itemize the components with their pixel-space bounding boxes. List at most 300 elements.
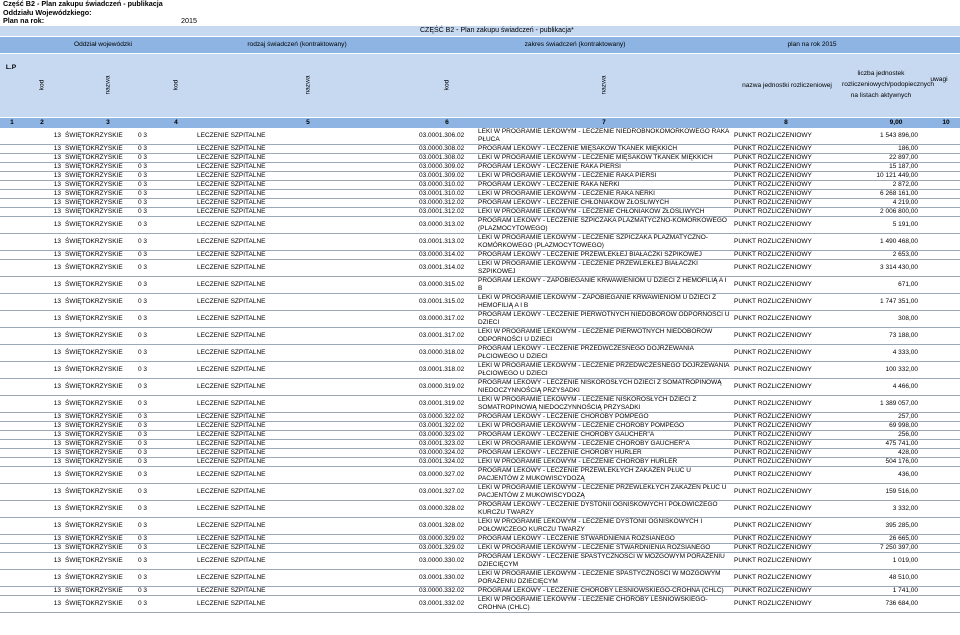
row-type-name: LECZENIE SZPITALNE — [195, 413, 417, 422]
row-type-name: LECZENIE SZPITALNE — [195, 172, 417, 181]
row-scope-name: PROGRAM LEKOWY - LECZENIE NISKOROSŁYCH DZIECI Z SOMATROPINOWĄ NIEDOCZYNNOŚCIĄ PRZYSADKI — [476, 379, 732, 396]
col-header-lp: L.P — [5, 64, 17, 71]
row-type-code: 0 3 — [136, 172, 195, 181]
col-number: 10 — [942, 119, 950, 126]
row-lp: 13 — [0, 208, 63, 217]
row-unit-name: PUNKT ROZLICZENIOWY — [732, 449, 842, 458]
row-unit-name: PUNKT ROZLICZENIOWY — [732, 217, 842, 234]
row-type-name: LECZENIE SZPITALNE — [195, 311, 417, 328]
row-unit-name: PUNKT ROZLICZENIOWY — [732, 467, 842, 484]
row-type-name: LECZENIE SZPITALNE — [195, 379, 417, 396]
row-notes — [920, 379, 960, 396]
row-type-code: 0 3 — [136, 181, 195, 190]
row-type-code: 0 3 — [136, 449, 195, 458]
row-unit-name: PUNKT ROZLICZENIOWY — [732, 570, 842, 587]
row-scope-name: PROGRAM LEKOWY - LECZENIE PRZEWLEKŁEJ BIAŁACZKI SZPIKOWEJ — [476, 251, 732, 260]
row-type-code: 0 3 — [136, 396, 195, 413]
row-unit-name: PUNKT ROZLICZENIOWY — [732, 260, 842, 277]
row-type-name: LECZENIE SZPITALNE — [195, 208, 417, 217]
col-number: 5 — [306, 119, 310, 126]
row-type-code: 0 3 — [136, 199, 195, 208]
row-type-code: 0 3 — [136, 467, 195, 484]
row-unit-count: 4 466,00 — [842, 379, 920, 396]
row-unit-count: 4 333,00 — [842, 345, 920, 362]
row-lp: 13 — [0, 362, 63, 379]
table-row — [0, 181, 960, 190]
column-header-row — [0, 54, 960, 117]
row-lp: 13 — [0, 172, 63, 181]
row-type-name: LECZENIE SZPITALNE — [195, 260, 417, 277]
row-notes — [920, 199, 960, 208]
row-unit-name: PUNKT ROZLICZENIOWY — [732, 535, 842, 544]
row-scope-code: 03.0000.314.02 — [417, 251, 476, 260]
table-row — [0, 587, 960, 596]
row-notes — [920, 328, 960, 345]
row-type-code: 0 3 — [136, 587, 195, 596]
col-header-notes: uwagi — [930, 76, 948, 83]
row-type-code: 0 3 — [136, 535, 195, 544]
row-scope-name: PROGRAM LEKOWY - LECZENIE PRZEWLEKŁYCH ZAKAŻEŃ PŁUC U PACJENTÓW Z MUKOWISCYDOZĄ — [476, 467, 732, 484]
row-notes — [920, 570, 960, 587]
row-branch-name: ŚWIĘTOKRZYSKIE — [63, 251, 136, 260]
row-lp: 13 — [0, 277, 63, 294]
row-scope-code: 03.0000.315.02 — [417, 277, 476, 294]
table-row — [0, 596, 960, 613]
row-lp: 13 — [0, 294, 63, 311]
row-type-code: 0 3 — [136, 260, 195, 277]
row-notes — [920, 553, 960, 570]
row-type-name: LECZENIE SZPITALNE — [195, 544, 417, 553]
row-type-code: 0 3 — [136, 431, 195, 440]
row-type-code: 0 3 — [136, 570, 195, 587]
row-unit-count: 257,00 — [842, 413, 920, 422]
row-scope-code: 03.0001.323.02 — [417, 440, 476, 449]
table-row — [0, 396, 960, 413]
row-scope-name: LEKI W PROGRAMIE LEKOWYM - LECZENIE NIEDROBNOKOMÓRKOWEGO RAKA PŁUCA — [476, 128, 732, 145]
row-unit-count: 159 516,00 — [842, 484, 920, 501]
row-type-name: LECZENIE SZPITALNE — [195, 467, 417, 484]
row-type-code: 0 3 — [136, 422, 195, 431]
row-branch-name: ŚWIĘTOKRZYSKIE — [63, 501, 136, 518]
row-unit-count: 22 897,00 — [842, 154, 920, 163]
row-branch-name: ŚWIĘTOKRZYSKIE — [63, 379, 136, 396]
table-row — [0, 172, 960, 181]
row-unit-name: PUNKT ROZLICZENIOWY — [732, 501, 842, 518]
row-unit-count: 308,00 — [842, 311, 920, 328]
row-unit-count: 73 188,00 — [842, 328, 920, 345]
row-unit-count: 475 741,00 — [842, 440, 920, 449]
row-notes — [920, 208, 960, 217]
table-row — [0, 440, 960, 449]
row-scope-name: PROGRAM LEKOWY - LECZENIE CHOROBY HURLER — [476, 449, 732, 458]
row-lp: 13 — [0, 431, 63, 440]
section-title: CZĘŚĆ B2 - Plan zakupu świadczeń - publikacja* — [420, 27, 574, 34]
group-header-plan: plan na rok 2015 — [787, 41, 837, 48]
row-type-name: LECZENIE SZPITALNE — [195, 145, 417, 154]
row-scope-code: 03.0000.309.02 — [417, 163, 476, 172]
row-branch-name: ŚWIĘTOKRZYSKIE — [63, 596, 136, 613]
row-lp: 13 — [0, 596, 63, 613]
group-header-row — [0, 37, 960, 53]
row-type-code: 0 3 — [136, 190, 195, 199]
row-branch-name: ŚWIĘTOKRZYSKIE — [63, 413, 136, 422]
row-unit-name: PUNKT ROZLICZENIOWY — [732, 277, 842, 294]
row-lp: 13 — [0, 467, 63, 484]
group-header-scope: zakres świadczeń (kontraktowany) — [524, 41, 626, 48]
row-scope-name: PROGRAM LEKOWY - LECZENIE CHOROBY LEŚNIOWSKIEGO-CROHNA (CHLC) — [476, 587, 732, 596]
row-notes — [920, 518, 960, 535]
table-row — [0, 431, 960, 440]
col-number: 8 — [784, 119, 788, 126]
col-number: 9,00 — [889, 119, 903, 126]
row-notes — [920, 128, 960, 145]
row-branch-name: ŚWIĘTOKRZYSKIE — [63, 396, 136, 413]
row-branch-name: ŚWIĘTOKRZYSKIE — [63, 154, 136, 163]
row-type-code: 0 3 — [136, 518, 195, 535]
row-unit-count: 256,00 — [842, 431, 920, 440]
row-unit-name: PUNKT ROZLICZENIOWY — [732, 154, 842, 163]
row-scope-name: LEKI W PROGRAMIE LEKOWYM - LECZENIE DYSTONII OGNISKOWYCH I POŁOWICZEGO KURCZU TWARZY — [476, 518, 732, 535]
row-notes — [920, 234, 960, 251]
row-lp: 13 — [0, 379, 63, 396]
row-scope-code: 03.0000.318.02 — [417, 345, 476, 362]
row-type-code: 0 3 — [136, 596, 195, 613]
row-scope-code: 03.0001.319.02 — [417, 396, 476, 413]
row-lp: 13 — [0, 458, 63, 467]
col-header-nazwa-2: nazwa — [304, 75, 312, 95]
row-branch-name: ŚWIĘTOKRZYSKIE — [63, 199, 136, 208]
row-scope-code: 03.0000.312.02 — [417, 199, 476, 208]
row-branch-name: ŚWIĘTOKRZYSKIE — [63, 260, 136, 277]
col-number: 3 — [106, 119, 110, 126]
row-scope-name: LEKI W PROGRAMIE LEKOWYM - LECZENIE CHOROBY GAUCHER"A — [476, 440, 732, 449]
plan-year-label: Plan na rok: — [3, 16, 45, 25]
row-branch-name: ŚWIĘTOKRZYSKIE — [63, 172, 136, 181]
row-scope-code: 03.0001.308.02 — [417, 154, 476, 163]
table-row — [0, 190, 960, 199]
row-scope-name: LEKI W PROGRAMIE LEKOWYM - LECZENIE PRZEWLEKŁEJ BIAŁACZKI SZPIKOWEJ — [476, 260, 732, 277]
row-unit-count: 1 490 468,00 — [842, 234, 920, 251]
row-unit-count: 504 176,00 — [842, 458, 920, 467]
row-scope-name: PROGRAM LEKOWY - LECZENIE DYSTONII OGNISKOWYCH I POŁOWICZEGO KURCZU TWARZY — [476, 501, 732, 518]
table-row — [0, 518, 960, 535]
row-unit-count: 1 747 351,00 — [842, 294, 920, 311]
row-branch-name: ŚWIĘTOKRZYSKIE — [63, 467, 136, 484]
row-scope-code: 03.0000.323.02 — [417, 431, 476, 440]
row-notes — [920, 413, 960, 422]
row-type-name: LECZENIE SZPITALNE — [195, 217, 417, 234]
row-lp: 13 — [0, 440, 63, 449]
row-lp: 13 — [0, 190, 63, 199]
row-unit-count: 3 314 430,00 — [842, 260, 920, 277]
row-unit-name: PUNKT ROZLICZENIOWY — [732, 181, 842, 190]
row-type-name: LECZENIE SZPITALNE — [195, 431, 417, 440]
row-scope-code: 03.0000.322.02 — [417, 413, 476, 422]
document-title-block — [3, 0, 197, 26]
row-scope-code: 03.0000.319.02 — [417, 379, 476, 396]
group-header-branch: Oddział wojewódzki — [74, 41, 132, 48]
table-row — [0, 484, 960, 501]
col-header-kod-2: kod — [172, 79, 180, 91]
table-row — [0, 570, 960, 587]
row-scope-code: 03.0000.317.02 — [417, 311, 476, 328]
row-notes — [920, 190, 960, 199]
row-branch-name: ŚWIĘTOKRZYSKIE — [63, 294, 136, 311]
row-notes — [920, 440, 960, 449]
row-scope-code: 03.0000.308.02 — [417, 145, 476, 154]
row-scope-code: 03.0001.328.02 — [417, 518, 476, 535]
row-scope-code: 03.0000.332.02 — [417, 587, 476, 596]
row-notes — [920, 345, 960, 362]
row-branch-name: ŚWIĘTOKRZYSKIE — [63, 145, 136, 154]
row-scope-name: LEKI W PROGRAMIE LEKOWYM - LECZENIE SPASTYCZNOŚCI W MÓZGOWYM PORAŻENIU DZIECIĘCYM — [476, 570, 732, 587]
row-lp: 13 — [0, 484, 63, 501]
row-scope-code: 03.0000.328.02 — [417, 501, 476, 518]
row-lp: 13 — [0, 163, 63, 172]
row-unit-count: 69 998,00 — [842, 422, 920, 431]
row-type-code: 0 3 — [136, 440, 195, 449]
row-type-code: 0 3 — [136, 544, 195, 553]
row-scope-code: 03.0001.315.02 — [417, 294, 476, 311]
row-unit-name: PUNKT ROZLICZENIOWY — [732, 163, 842, 172]
row-scope-code: 03.0001.310.02 — [417, 190, 476, 199]
row-type-name: LECZENIE SZPITALNE — [195, 199, 417, 208]
row-unit-name: PUNKT ROZLICZENIOWY — [732, 190, 842, 199]
row-lp: 13 — [0, 234, 63, 251]
row-branch-name: ŚWIĘTOKRZYSKIE — [63, 518, 136, 535]
row-notes — [920, 484, 960, 501]
row-scope-name: PROGRAM LEKOWY - LECZENIE CHOROBY GAUCHER"A — [476, 431, 732, 440]
col-number: 2 — [40, 119, 44, 126]
row-unit-name: PUNKT ROZLICZENIOWY — [732, 294, 842, 311]
table-row — [0, 422, 960, 431]
row-type-name: LECZENIE SZPITALNE — [195, 181, 417, 190]
row-scope-name: PROGRAM LEKOWY - LECZENIE SPASTYCZNOŚCI W MÓZGOWYM PORAŻENIU DZIECIĘCYM — [476, 553, 732, 570]
row-unit-name: PUNKT ROZLICZENIOWY — [732, 172, 842, 181]
row-notes — [920, 294, 960, 311]
row-scope-code: 03.0001.322.02 — [417, 422, 476, 431]
row-notes — [920, 154, 960, 163]
table-row — [0, 458, 960, 467]
row-lp: 13 — [0, 396, 63, 413]
table-row — [0, 467, 960, 484]
row-branch-name: ŚWIĘTOKRZYSKIE — [63, 484, 136, 501]
row-unit-count: 1 741,00 — [842, 587, 920, 596]
row-unit-count: 436,00 — [842, 467, 920, 484]
row-scope-name: PROGRAM LEKOWY - LECZENIE CHOROBY POMPEGO — [476, 413, 732, 422]
row-type-code: 0 3 — [136, 294, 195, 311]
row-type-name: LECZENIE SZPITALNE — [195, 535, 417, 544]
row-scope-name: PROGRAM LEKOWY - ZAPOBIEGANIE KRWAWIENIOM U DZIECI Z HEMOFILIĄ A I B — [476, 277, 732, 294]
row-notes — [920, 217, 960, 234]
plan-table — [0, 128, 960, 613]
row-notes — [920, 362, 960, 379]
row-type-code: 0 3 — [136, 145, 195, 154]
row-unit-name: PUNKT ROZLICZENIOWY — [732, 199, 842, 208]
row-type-code: 0 3 — [136, 277, 195, 294]
row-scope-name: LEKI W PROGRAMIE LEKOWYM - LECZENIE SZPICZAKA PLAZMATYCZNO-KOMÓRKOWEGO (PLAZMOCYTOWEGO) — [476, 234, 732, 251]
row-scope-name: PROGRAM LEKOWY - LECZENIE PIERWOTNYCH NIEDOBORÓW ODPORNOŚCI U DZIECI — [476, 311, 732, 328]
row-unit-count: 2 006 800,00 — [842, 208, 920, 217]
row-unit-name: PUNKT ROZLICZENIOWY — [732, 396, 842, 413]
row-type-name: LECZENIE SZPITALNE — [195, 234, 417, 251]
row-scope-name: LEKI W PROGRAMIE LEKOWYM - LECZENIE PRZEDWCZESNEGO DOJRZEWANIA PŁCIOWEGO U DZIECI — [476, 362, 732, 379]
row-type-name: LECZENIE SZPITALNE — [195, 458, 417, 467]
row-type-name: LECZENIE SZPITALNE — [195, 251, 417, 260]
row-branch-name: ŚWIĘTOKRZYSKIE — [63, 345, 136, 362]
row-unit-name: PUNKT ROZLICZENIOWY — [732, 518, 842, 535]
col-header-unit-name: nazwa jednostki rozliczeniowej — [742, 82, 832, 89]
plan-year-value: 2015 — [181, 16, 197, 25]
row-lp: 13 — [0, 145, 63, 154]
row-notes — [920, 396, 960, 413]
row-lp: 13 — [0, 449, 63, 458]
row-unit-name: PUNKT ROZLICZENIOWY — [732, 544, 842, 553]
row-lp: 13 — [0, 251, 63, 260]
row-scope-name: LEKI W PROGRAMIE LEKOWYM - LECZENIE RAKA NERKI — [476, 190, 732, 199]
row-branch-name: ŚWIĘTOKRZYSKIE — [63, 311, 136, 328]
row-notes — [920, 311, 960, 328]
row-scope-name: LEKI W PROGRAMIE LEKOWYM - LECZENIE PRZEWLEKŁYCH ZAKAŻEŃ PŁUC U PACJENTÓW Z MUKOWISCYDOZĄ — [476, 484, 732, 501]
row-lp: 13 — [0, 199, 63, 208]
row-scope-code: 03.0000.310.02 — [417, 181, 476, 190]
row-type-name: LECZENIE SZPITALNE — [195, 553, 417, 570]
row-type-name: LECZENIE SZPITALNE — [195, 128, 417, 145]
row-scope-name: LEKI W PROGRAMIE LEKOWYM - ZAPOBIEGANIE KRWAWIENIOM U DZIECI Z HEMOFILIĄ A I B — [476, 294, 732, 311]
row-unit-name: PUNKT ROZLICZENIOWY — [732, 328, 842, 345]
row-unit-name: PUNKT ROZLICZENIOWY — [732, 484, 842, 501]
row-branch-name: ŚWIĘTOKRZYSKIE — [63, 587, 136, 596]
row-branch-name: ŚWIĘTOKRZYSKIE — [63, 544, 136, 553]
row-notes — [920, 458, 960, 467]
row-scope-name: LEKI W PROGRAMIE LEKOWYM - LECZENIE PIERWOTNYCH NIEDOBORÓW ODPORNOŚCI U DZIECI — [476, 328, 732, 345]
row-scope-code: 03.0000.329.02 — [417, 535, 476, 544]
row-notes — [920, 181, 960, 190]
table-row — [0, 277, 960, 294]
col-header-kod-1: kod — [38, 79, 46, 91]
row-scope-name: LEKI W PROGRAMIE LEKOWYM - LECZENIE STWARDNIENIA ROZSIANEGO — [476, 544, 732, 553]
row-unit-name: PUNKT ROZLICZENIOWY — [732, 362, 842, 379]
row-branch-name: ŚWIĘTOKRZYSKIE — [63, 553, 136, 570]
row-branch-name: ŚWIĘTOKRZYSKIE — [63, 328, 136, 345]
row-unit-count: 6 268 161,00 — [842, 190, 920, 199]
row-scope-name: LEKI W PROGRAMIE LEKOWYM - LECZENIE CHOROBY LEŚNIOWSKIEGO-CROHNA (CHLC) — [476, 596, 732, 613]
row-branch-name: ŚWIĘTOKRZYSKIE — [63, 163, 136, 172]
row-notes — [920, 596, 960, 613]
row-unit-name: PUNKT ROZLICZENIOWY — [732, 128, 842, 145]
row-lp: 13 — [0, 217, 63, 234]
row-type-code: 0 3 — [136, 345, 195, 362]
row-lp: 13 — [0, 413, 63, 422]
row-branch-name: ŚWIĘTOKRZYSKIE — [63, 208, 136, 217]
col-header-nazwa-3: nazwa — [600, 75, 608, 95]
row-type-code: 0 3 — [136, 328, 195, 345]
row-lp: 13 — [0, 535, 63, 544]
row-unit-count: 48 510,00 — [842, 570, 920, 587]
row-unit-name: PUNKT ROZLICZENIOWY — [732, 587, 842, 596]
row-type-code: 0 3 — [136, 217, 195, 234]
row-unit-name: PUNKT ROZLICZENIOWY — [732, 413, 842, 422]
row-unit-name: PUNKT ROZLICZENIOWY — [732, 345, 842, 362]
table-row — [0, 413, 960, 422]
col-number: 4 — [174, 119, 178, 126]
table-row — [0, 163, 960, 172]
row-type-name: LECZENIE SZPITALNE — [195, 440, 417, 449]
row-unit-count: 395 285,00 — [842, 518, 920, 535]
row-scope-code: 03.0001.309.02 — [417, 172, 476, 181]
table-row — [0, 145, 960, 154]
col-number: 6 — [445, 119, 449, 126]
row-lp: 13 — [0, 345, 63, 362]
table-row — [0, 260, 960, 277]
row-scope-code: 03.0000.327.02 — [417, 467, 476, 484]
row-scope-code: 03.0001.313.02 — [417, 234, 476, 251]
table-row — [0, 208, 960, 217]
row-unit-count: 1 389 057,00 — [842, 396, 920, 413]
row-branch-name: ŚWIĘTOKRZYSKIE — [63, 362, 136, 379]
row-notes — [920, 277, 960, 294]
row-branch-name: ŚWIĘTOKRZYSKIE — [63, 181, 136, 190]
row-lp: 13 — [0, 154, 63, 163]
table-row — [0, 501, 960, 518]
row-notes — [920, 145, 960, 154]
document-title: Część B2 - Plan zakupu świadczeń - publikacja — [3, 0, 163, 8]
row-unit-name: PUNKT ROZLICZENIOWY — [732, 251, 842, 260]
row-type-name: LECZENIE SZPITALNE — [195, 596, 417, 613]
row-scope-name: PROGRAM LEKOWY - LECZENIE MIĘSAKÓW TKANEK MIĘKKICH — [476, 145, 732, 154]
row-type-name: LECZENIE SZPITALNE — [195, 294, 417, 311]
row-branch-name: ŚWIĘTOKRZYSKIE — [63, 128, 136, 145]
table-row — [0, 544, 960, 553]
row-type-name: LECZENIE SZPITALNE — [195, 422, 417, 431]
row-scope-code: 03.0000.313.02 — [417, 217, 476, 234]
row-unit-name: PUNKT ROZLICZENIOWY — [732, 431, 842, 440]
row-branch-name: ŚWIĘTOKRZYSKIE — [63, 277, 136, 294]
row-notes — [920, 501, 960, 518]
row-type-name: LECZENIE SZPITALNE — [195, 518, 417, 535]
row-unit-count: 1 543 896,00 — [842, 128, 920, 145]
row-type-code: 0 3 — [136, 553, 195, 570]
column-number-row — [0, 118, 960, 128]
row-branch-name: ŚWIĘTOKRZYSKIE — [63, 440, 136, 449]
row-type-code: 0 3 — [136, 251, 195, 260]
row-type-name: LECZENIE SZPITALNE — [195, 501, 417, 518]
row-type-code: 0 3 — [136, 362, 195, 379]
table-row — [0, 362, 960, 379]
row-branch-name: ŚWIĘTOKRZYSKIE — [63, 431, 136, 440]
row-type-name: LECZENIE SZPITALNE — [195, 163, 417, 172]
row-notes — [920, 163, 960, 172]
row-unit-name: PUNKT ROZLICZENIOWY — [732, 422, 842, 431]
row-lp: 13 — [0, 422, 63, 431]
row-unit-count: 5 191,00 — [842, 217, 920, 234]
table-row — [0, 535, 960, 544]
row-scope-code: 03.0000.324.02 — [417, 449, 476, 458]
row-type-code: 0 3 — [136, 379, 195, 396]
row-lp: 13 — [0, 181, 63, 190]
row-notes — [920, 422, 960, 431]
table-row — [0, 379, 960, 396]
row-lp: 13 — [0, 311, 63, 328]
row-scope-code: 03.0001.317.02 — [417, 328, 476, 345]
section-header — [0, 26, 960, 36]
row-lp: 13 — [0, 544, 63, 553]
row-unit-count: 1 019,00 — [842, 553, 920, 570]
row-unit-name: PUNKT ROZLICZENIOWY — [732, 458, 842, 467]
group-header-type: rodzaj świadczeń (kontraktowany) — [247, 41, 347, 48]
row-type-name: LECZENIE SZPITALNE — [195, 345, 417, 362]
row-type-name: LECZENIE SZPITALNE — [195, 362, 417, 379]
